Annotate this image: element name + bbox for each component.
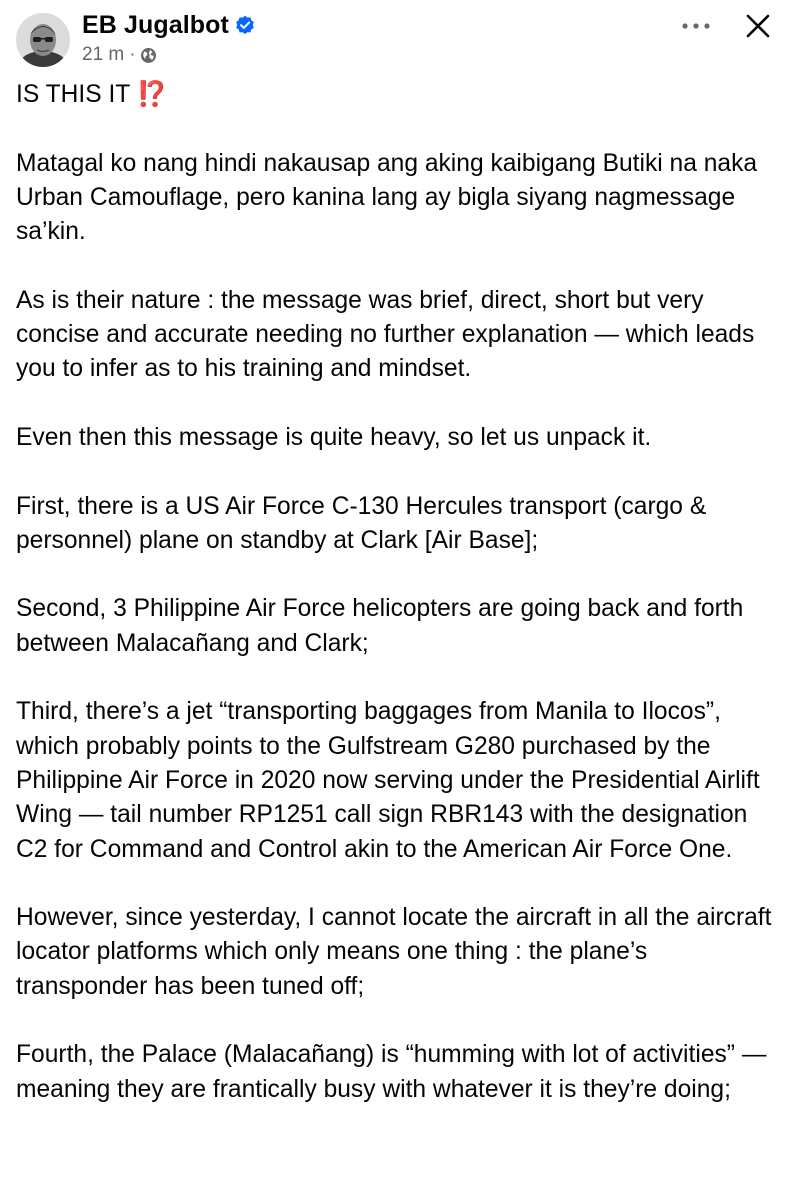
paragraph-7: However, since yesterday, I cannot locate the aircraft in all the aircraft locator platforms which only means one thing : the plane’s transponder has been tuned off; <box>16 904 772 1000</box>
headline-text: IS THIS IT <box>16 81 130 108</box>
close-button[interactable] <box>738 6 778 46</box>
exclamation-question-icon: ⁉️ <box>136 81 166 108</box>
verified-badge-icon <box>235 15 255 35</box>
post-meta <box>82 43 157 67</box>
author-name-row <box>82 10 255 40</box>
paragraph-3: Even then this message is quite heavy, so let us unpack it. <box>16 423 652 451</box>
paragraph-1: Matagal ko nang hindi nakausap ang aking kaibigang Butiki na naka Urban Camouflage, pero kanina lang ay bigla siyang nagmessage sa’kin. <box>16 149 758 246</box>
paragraph-8: Fourth, the Palace (Malacañang) is “humming with lot of activities” — meaning they are frantically busy with whatever it is they’re doing; <box>16 1041 767 1103</box>
post-header <box>0 0 786 72</box>
globe-icon[interactable] <box>140 47 157 64</box>
avatar-portrait-icon <box>16 13 70 67</box>
paragraph-4: First, there is a US Air Force C-130 Hercules transport (cargo & personnel) plane on standby at Clark [Air Base]; <box>16 492 707 554</box>
author-name[interactable]: EB Jugalbot <box>82 10 229 39</box>
author-avatar[interactable] <box>16 13 70 67</box>
post-headline <box>16 78 778 112</box>
more-horizontal-icon <box>681 22 711 30</box>
more-options-button[interactable] <box>676 10 716 42</box>
post-body <box>16 78 778 1141</box>
paragraph-5: Second, 3 Philippine Air Force helicopters are going back and forth between Malacañang and Clark; <box>16 595 744 657</box>
paragraph-6: Third, there’s a jet “transporting baggages from Manila to Ilocos”, which probably points to the Gulfstream G280 purchased by the Philippine Air Force in 2020 now serving under the Presidential Airlift Wing — tail number RP1251 call sign RBR143 with the designation C2 for Command and Control akin to the American Air Force One. <box>16 698 760 863</box>
meta-separator: · <box>129 44 136 65</box>
close-icon <box>745 13 771 39</box>
post-timestamp[interactable]: 21 m <box>82 44 125 65</box>
paragraph-2: As is their nature : the message was brief, direct, short but very concise and accurate needing no further explanation — which leads you to infer as to his training and mindset. <box>16 286 755 383</box>
